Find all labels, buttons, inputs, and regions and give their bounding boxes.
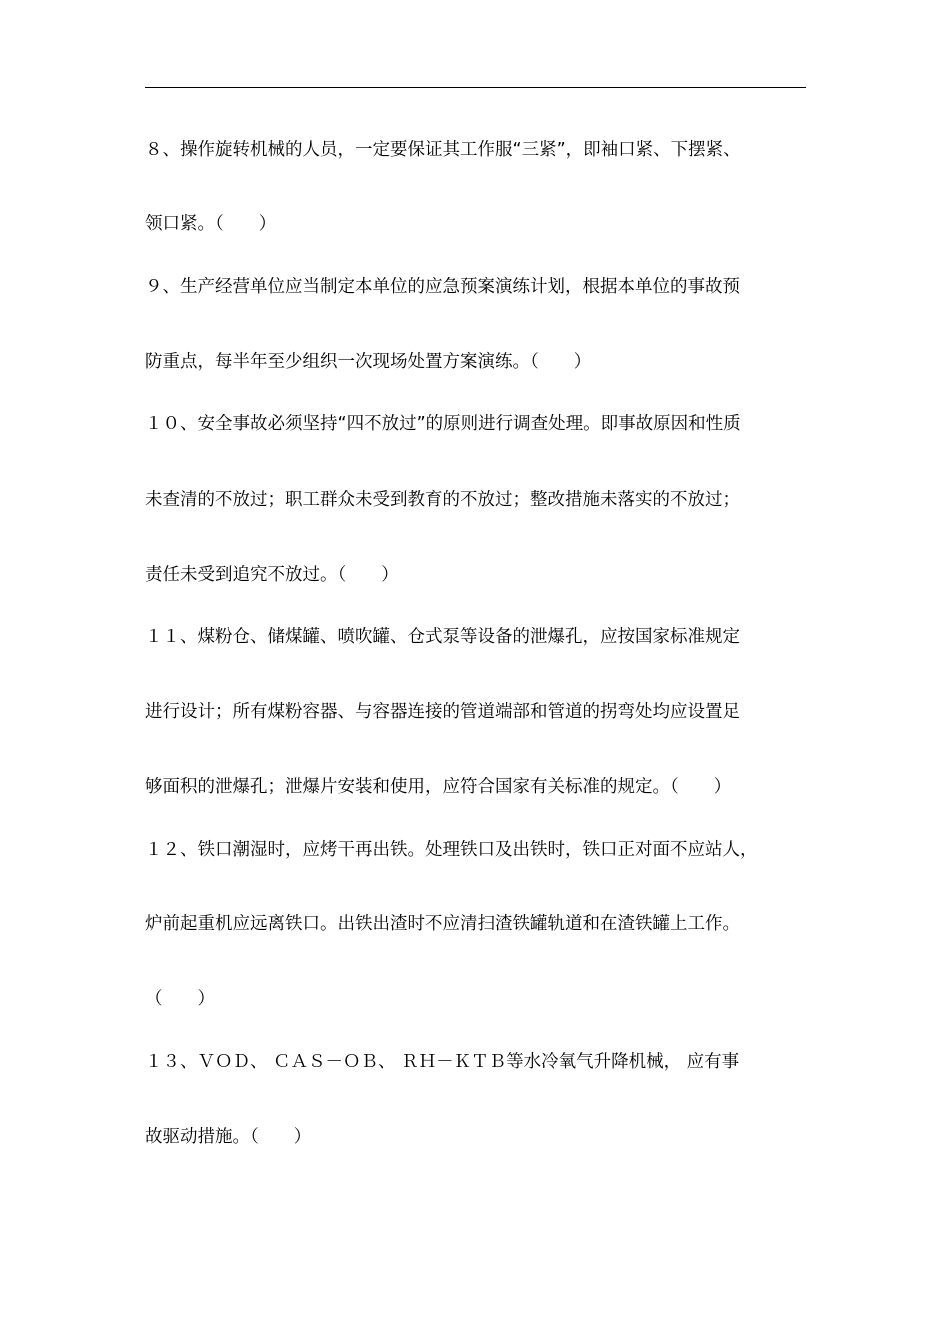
question-8-line-1: ８、操作旋转机械的人员，一定要保证其工作服“三紧”，即袖口紧、下摆紧、 [145, 140, 741, 160]
question-11-line-3: 够面积的泄爆孔；泄爆片安装和使用，应符合国家有关标准的规定。（ ） [145, 777, 732, 797]
question-11-line-1: １１、煤粉仓、储煤罐、喷吹罐、仓式泵等设备的泄爆孔，应按国家标准规定 [145, 627, 740, 647]
question-12-line-1: １２、铁口潮湿时，应烤干再出铁。处理铁口及出铁时，铁口正对面不应站人， [145, 840, 758, 860]
question-12-line-3: （ ） [145, 989, 215, 1009]
question-9-line-1: ９、生产经营单位应当制定本单位的应急预案演练计划，根据本单位的事故预 [145, 277, 740, 297]
header-rule [145, 87, 806, 88]
question-12-line-2: 炉前起重机应远离铁口。出铁出渣时不应清扫渣铁罐轨道和在渣铁罐上工作。 [145, 914, 740, 934]
question-8-line-2: 领口紧。（ ） [145, 214, 277, 234]
question-10-line-2: 未查清的不放过；职工群众未受到教育的不放过；整改措施未落实的不放过； [145, 490, 740, 510]
question-9-line-2: 防重点，每半年至少组织一次现场处置方案演练。（ ） [145, 352, 592, 372]
question-10-line-3: 责任未受到追究不放过。（ ） [145, 565, 399, 585]
question-10-line-1: １０、安全事故必须坚持“四不放过”的原则进行调查处理。即事故原因和性质 [145, 414, 741, 434]
question-13-line-1: １３、ＶＯＤ、 ＣＡＳ－ＯＢ、 ＲＨ－ＫＴＢ等水冷氧气升降机械， 应有事 [145, 1052, 740, 1072]
question-13-line-2: 故驱动措施。（ ） [145, 1127, 312, 1147]
question-11-line-2: 进行设计；所有煤粉容器、与容器连接的管道端部和管道的拐弯处均应设置足 [145, 702, 740, 722]
